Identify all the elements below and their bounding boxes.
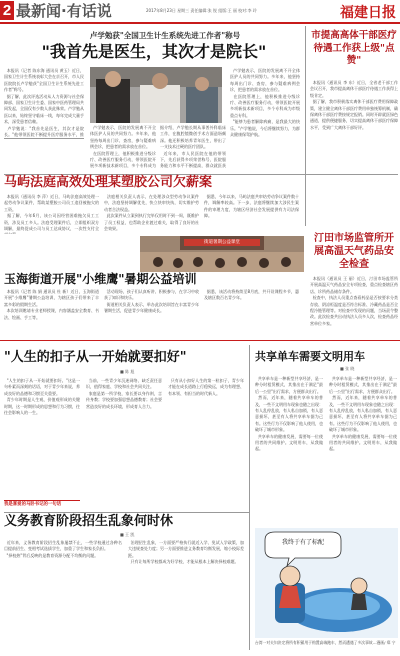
- header-rule: [0, 22, 400, 24]
- article1-body-col2: 卢学勉表示，医院的发展离不开全体医护人员的共同努力。多年来，他坚持每周出门诊、查房，参与疑难病例会诊，把患者的需求放在首位。 在医院管理上，他积极推进分级诊疗、改善医疗服务行动，带领医院开展多项新技术新项目，多个专科成为: [90, 125, 156, 169]
- page-number: 2: [0, 1, 14, 20]
- article1-body-col4: 卢学勉表示，医院的发展离不开全体医护人员的共同努力。多年来，他坚持每周出门诊、查房，参与疑难病例会诊，把患者的需求放在首位。 在医院管理上，他积极推进分级诊疗、改善医疗服务行动，带领医院开展多项新技术新项目，多个专科成为市级重点专科。 "能够为患者解除病痛，是我最大的快乐。"卢学勉说，今后将继续努力，为群众健康保驾护航。: [230, 68, 300, 138]
- article1-photo: [90, 67, 222, 123]
- article8-body-col1: 近年来，义务教育阶段招生乱象屡禁不止，一些学校通过各种名目提前招生、变相考试选拔学生，加重了学生和家长负担。 "择校热"背后反映的是教育资源分配不均衡的问题。: [4, 540, 122, 558]
- article8-title: 义务教育阶段招生乱象何时休: [4, 514, 174, 529]
- article6-byline: ■ 张 晓: [340, 366, 355, 371]
- article3-body-col2: 法庭相关负责人表示，在处理涉众型劳动争议案件中，法庭坚持调解优先，快立快审快执，切实维护劳动者合法权益。 此次案件从立案到执行完毕仅用时不到一周，既维护了员工权益，也帮助企业渡过难关，取得了良好的社会效果。: [104, 194, 199, 232]
- article7-body-col1: "人生的扣子从一开始就要扣好。"这是一句朴素而深刻的话语，对于青少年来说，养成良好的品德和习惯至关重要。 青少年时期是人生观、价值观形成的关键时期，这一时期形成的思想和行为习惯，往往会影响人的一生。: [4, 378, 80, 416]
- article7-inset: [4, 500, 80, 510]
- article7-body-col2: 当前，一些青少年沉迷网络、缺乏责任意识，值得家庭、学校和社会共同关注。 家庭是第一所学校，家长要以身作则，言传身教；学校要加强思想品德教育；社会要营造良好的成长环境，形成育人合力。: [86, 378, 162, 409]
- cartoon-speech-bubble: 我终于有了标配: [281, 539, 324, 546]
- article2-body: 本报讯（通讯员 李 东）近日，全省老干部工作会议召开，我市提高离休干部医疗待遇工作获得上级肯定。 据了解，我市积极落实离休干部医疗费用保障政策，建立健全离休干部医疗费用单独统筹机制，确保离休干部医疗费按规定报销。同时开辟就医绿色通道，提供便捷服务，切实提高离休干部医疗保障水平，受到广大离休干部好评。: [310, 80, 398, 130]
- article7-byline: ■ 陈 旭: [120, 369, 135, 374]
- article5-body-col3: 据悉，该活动将持续至8月底，共开设课程多节，惠及辖区数百名青少年。: [204, 289, 299, 301]
- article6-title: 共享单车需要文明用车: [255, 350, 365, 363]
- article7-body-col3: 只有从小扣好人生的第一粒扣子，青少年才能在成长道路上行稳致远，成为有理想、有本领、有担当的时代新人。: [168, 378, 244, 396]
- article1-body-col1: 本报讯（记者 陈东海 通讯员 黄玉）近日，国家卫生计生系统表彰大会在京召开，市人民医院院长卢学勉获"全国卫生计生系统先进工作者"称号。 据了解，此次评选活动从人力资源与社会保障部、国家卫生计生委、国家中医药管理局共同发起，全国仅有少数人获此殊荣。卢学勉从医以来，始终坚守临床一线，每年完成大量手术，深受患者信赖。 卢学勉说："我首先是医生，其次才是院长。"他带领医院不断提升医疗服务水平，推: [4, 68, 84, 138]
- article1-kicker: 卢学勉获"全国卫生计生系统先进工作者"称号: [89, 31, 241, 40]
- masthead-logo: 福建日报: [340, 5, 396, 21]
- page-meta: 2017年8月23日 星期三 责任编辑:张 锐 组版:王 丽 校对:李 玲: [146, 8, 257, 13]
- article5-title: 玉海街道开展"小维鹰"暑期公益培训: [4, 272, 197, 286]
- article8-body-col2: 治理招生乱象，一方面要严格执行就近入学、免试入学政策，加大违规查处力度；另一方面要推进义务教育均衡发展，缩小校际差距。 只有让每所学校都成为好学校，才能从根本上解决择校难题。: [128, 540, 244, 565]
- column-divider-lower: [249, 345, 250, 650]
- page-header: [0, 0, 400, 22]
- article2-title: 市提高高体干部医疗待遇工作获上级"点赞": [311, 30, 397, 66]
- article6-body-col2: 共享单车是一种新型共享经济，是一种分时租赁模式，其推出在于满足"最后一公里"出行需求，方便群众出行。 然而，近年来，随着共享单车的普及，一些不文明用车现象也随之出现：有人乱停乱放，有人私自加锁，有人恶意损坏，甚至有人将共享单车据为己有。这些行为不仅影响了他人使用，也破坏了城市形象。 共享单车的健康发展，需要每一位使用者的共同维护。文明用车，从我做起。: [329, 376, 397, 452]
- section-title: 最新闻·有话说: [16, 2, 112, 20]
- article1-body-col3: 据介绍，卢学勉长期从事普外科临床工作，在腹腔镜微创手术方面造诣颇深。他还积极培养青年医生，带出了一支技术过硬的医疗团队。 近年来，市人民医院在他的带领下，先后获得多项荣誉称号，医院服务能力和水平不断提高，群众就医获: [160, 125, 226, 169]
- article4-body: 本报讯（通讯员 王 丽）近日，汀田市场监管所开展高温天气药品安全专项检查，重点检查辖区药店、诊所药品储存条件。 检查中，执法人员重点查看药品是否按要求分类存放、阴凉柜温度是否符合标准、冷藏药品是否全程冷链管理等。对检查中发现的问题，当场责令整改。此次检查共出动执法人员多人次，检查药品经营单位多家。: [310, 276, 398, 326]
- page-mid-rule: [0, 340, 400, 341]
- article3-body-col1: 本报讯（通讯员 李 萍）近日，马屿法庭高效处理一起劳动争议案件，帮助某塑胶公司员工追回被拖欠的工资。 据了解，今年6月，该公司因经营困难拖欠员工工资，涉及员工多人。法庭受理案件后，立即组织双方调解，最终促成公司与员工达成协议，一次性支付全: [4, 194, 99, 232]
- article7-inset-title: 我是喜爱的马卧书记的一句话: [4, 502, 62, 507]
- article6-body-col1: 共享单车是一种新型共享经济，是一种分时租赁模式，其推出在于满足"最后一公里"出行需求，方便群众出行。 然而，近年来，随着共享单车的普及，一些不文明用车现象也随之出现：有人乱停乱放，有人私自加锁，有人恶意损坏，甚至有人将共享单车据为己有。这些行为不仅影响了他人使用，也破坏了城市形象。 共享单车的健康发展，需要每一位使用者的共同维护。文明用车，从我做起。: [255, 376, 323, 452]
- article5-photo-banner: 街道暑期公益课堂: [204, 240, 240, 245]
- article5-body-col1: 本报讯（记者 陈 娟 通讯员 杜 新）近日，玉海街道开展"小维鹰"暑期公益培训，为辖区孩子们带来了丰富多彩的假期生活。 本次培训邀请专业老师授课，内容涵盖安全教育、书法、绘画、手工等。: [4, 289, 99, 320]
- article5-photo: [140, 236, 304, 272]
- article3-body-col3: 据悉，今年以来，马屿法庭共审结劳动争议案件数十件，调解率较高。下一步，法庭将继续加大涉民生案件的审理力度，为辖区经济社会发展提供有力司法保障。: [204, 194, 299, 219]
- cartoon-caption: 台湾一对夫妇决定将所有积蓄用于购置高端跑车，然而遭遇了多次事故…漫画/ 郑 宁: [255, 640, 396, 645]
- article4-title: 汀田市场监管所开展高温天气药品安全检查: [314, 233, 394, 270]
- cartoon-illustration: [255, 528, 398, 638]
- article1-title: "我首先是医生，其次才是院长": [41, 42, 267, 61]
- article5-body-col2: 活动现场，孩子们认真听讲、积极参与，在学习中收获了知识和快乐。 街道相关负责人表示，举办此次培训旨在丰富青少年暑期生活，促进青少年健康成长。: [104, 289, 199, 314]
- divider-lower: [4, 512, 249, 513]
- column-divider: [305, 26, 306, 226]
- article3-title: 马屿法庭高效处理某塑胶公司欠薪案: [4, 175, 213, 190]
- article7-title: "人生的扣子从一开始就要扣好": [4, 350, 187, 365]
- article8-byline: ■ 王 凯: [120, 532, 135, 537]
- divider: [4, 138, 84, 139]
